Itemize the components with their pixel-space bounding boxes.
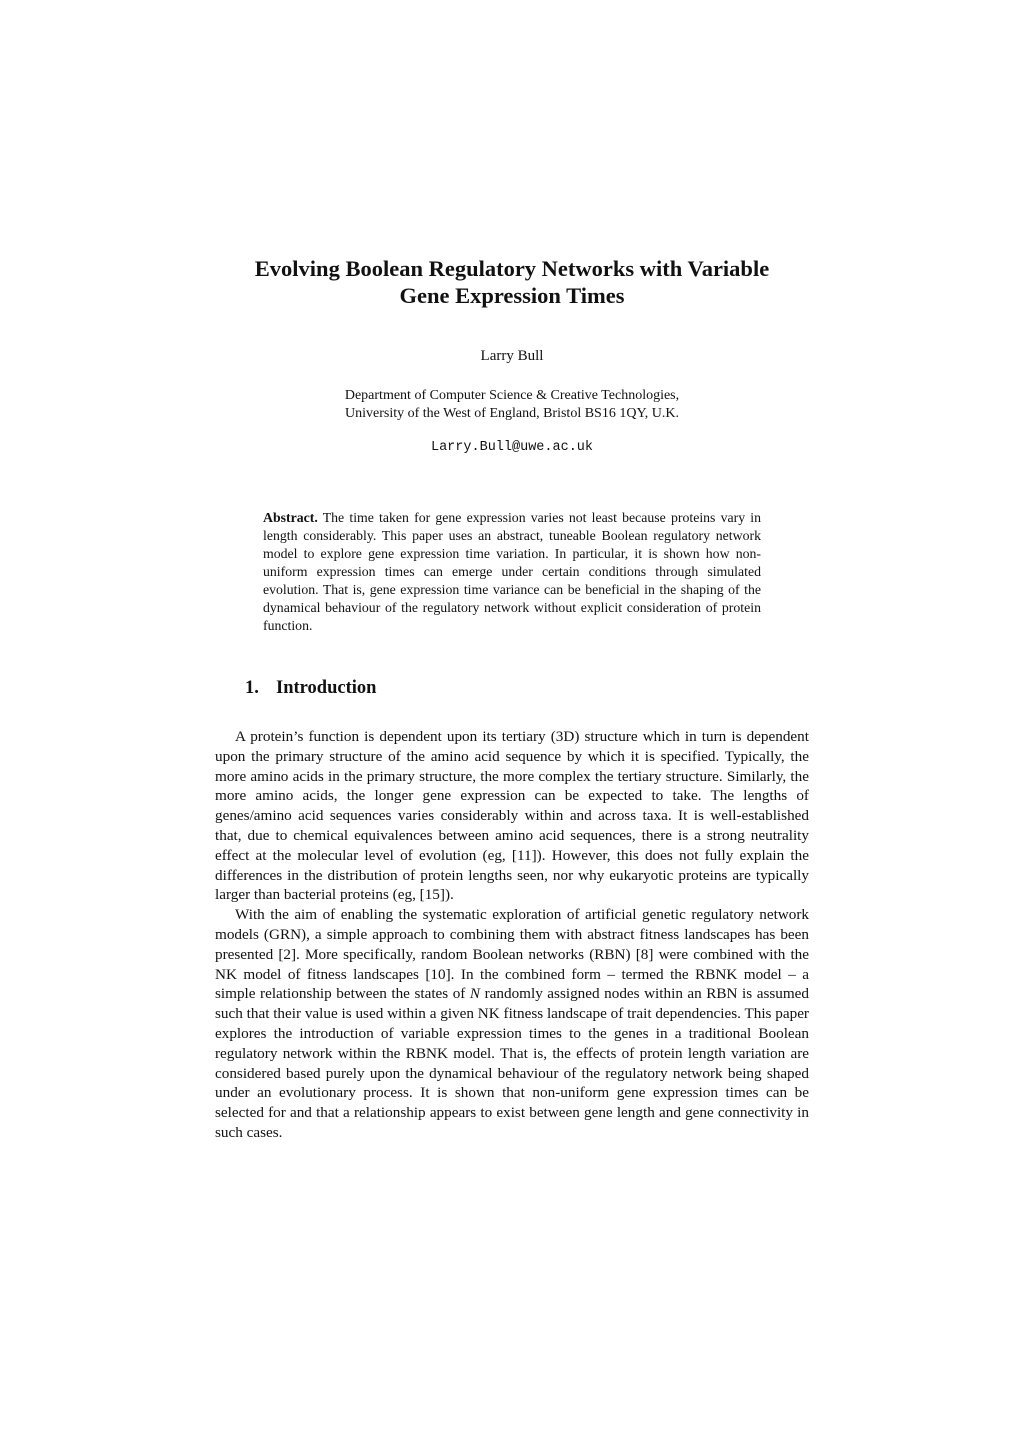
affiliation-line-2: University of the West of England, Bristol BS16 1QY, U.K. [345,406,679,421]
title-line-2: Gene Expression Times [399,283,625,308]
section-heading-introduction [245,678,376,699]
paragraph-2-text-b: randomly assigned nodes within an RBN is assumed such that their value is used within a given NK fitness landscape of trait dependencies. This paper explores the introduction of variable expression times to the genes in a traditional Boolean regulatory network within the RBNK model. That is, the effects of protein length variation are considered based purely upon the dynamical behaviour of the regulatory network being shaped under an evolutionary process. It is shown that non-uniform gene expression times can be selected for and that a relationship appears to exist between gene length and gene connectivity in such cases. [215,985,810,1141]
abstract-label: Abstract. [263,510,318,525]
variable-n: N [469,985,481,1003]
section-number: 1. [245,678,259,698]
abstract [263,509,761,635]
paragraph-2-text-a: With the aim of enabling the systematic exploration of artificial genetic regulatory network models (GRN), a simple approach to combining them with abstract fitness landscapes has been presented [2]. More specifically, random Boolean networks (RBN) [8] were combined with the NK model of fitness landscapes [10]. In the combined form – termed the RBNK model – a simple relationship between the states of [215,906,809,1003]
section-title: Introduction [276,678,377,698]
author-name: Larry Bull [480,348,544,364]
introduction-paragraph-2 [215,905,809,1143]
author-email: Larry.Bull@uwe.ac.uk [430,440,594,455]
affiliation-line-1: Department of Computer Science & Creative Technologies, [344,388,680,403]
title-line-1: Evolving Boolean Regulatory Networks with Variable [254,256,770,281]
paper-title [0,255,1024,309]
affiliation [0,387,1024,423]
introduction-paragraph-1: A protein’s function is dependent upon its tertiary (3D) structure which in turn is dependent upon the primary structure of the amino acid sequence by which it is specified. Typically, the more amino acids in the primary structure, the more complex the tertiary structure. Similarly, the more amino acids, the longer gene expression can be expected to take. The lengths of genes/amino acid sequences varies considerably within and across taxa. It is well-established that, due to chemical equivalences between amino acid sequences, there is a strong neutrality effect at the molecular level of evolution (eg, [11]). However, this does not fully explain the differences in the distribution of protein lengths seen, nor why eukaryotic proteins are typically larger than bacterial proteins (eg, [15]). [215,728,809,904]
abstract-text: The time taken for gene expression varies not least because proteins vary in length considerably. This paper uses an abstract, tuneable Boolean regulatory network model to explore gene expression time variation. In particular, it is shown how non-uniform expression times can emerge under certain conditions through simulated evolution. That is, gene expression time variance can be beneficial in the shaping of the dynamical behaviour of the regulatory network without explicit consideration of protein function. [263,510,762,633]
introduction-body [215,727,809,1143]
